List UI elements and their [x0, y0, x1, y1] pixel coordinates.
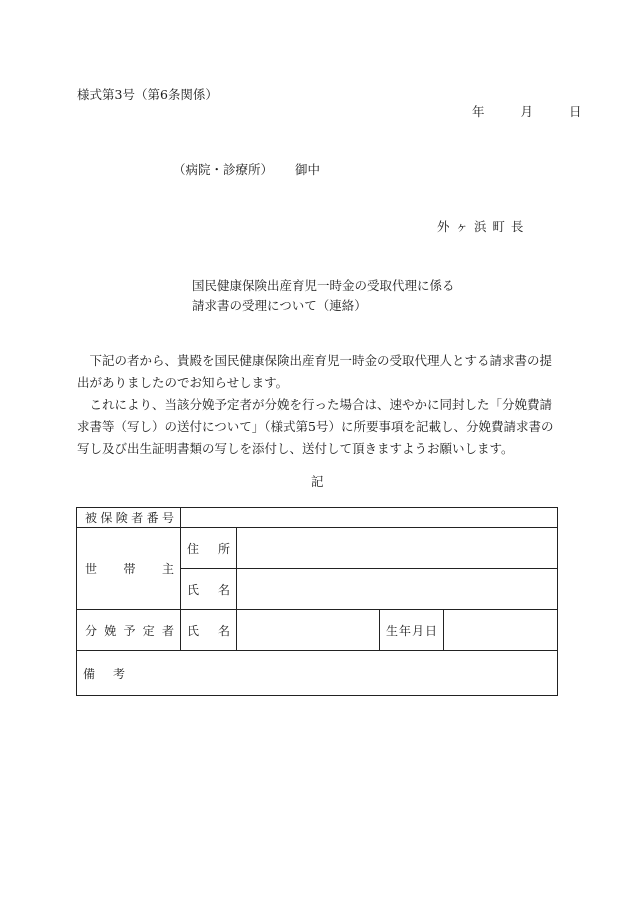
subject-line-1: 国民健康保険出産育児一時金の受取代理に係る — [192, 278, 455, 293]
subject-line-2: 請求書の受理について（連絡） — [192, 298, 367, 313]
label-birth-date: 生年月日 — [380, 610, 444, 651]
label-household-head: 世帯主 — [77, 528, 181, 610]
form-number: 様式第3号（第6条関係） — [77, 87, 218, 102]
label-name: 氏名 — [181, 569, 237, 610]
body-paragraph-2: これにより、当該分娩予定者が分娩を行った場合は、速やかに同封した「分娩費請求書等（写し）の送付について」（様式第5号）に所要事項を記載し、分娩費請求書の写し及び出生証明書類の写しを添付し、送付して頂きますようお願いします。 — [77, 397, 554, 456]
field-birth-date[interactable] — [444, 610, 558, 651]
row-household-address — [77, 528, 558, 569]
date-year: 年 — [472, 104, 485, 119]
label-remarks: 備考 — [83, 666, 125, 681]
sender: 外 ヶ 浜 町 長 — [437, 219, 525, 234]
field-remarks[interactable] — [77, 651, 558, 696]
body-paragraph-1: 下記の者から、貴殿を国民健康保険出産育児一時金の受取代理人とする請求書の提出がありましたのでお知らせします。 — [77, 353, 553, 390]
info-table — [76, 507, 558, 696]
label-address: 住所 — [181, 528, 237, 569]
label-insured-number: 被保険者番号 — [77, 508, 181, 528]
field-insured-number[interactable] — [181, 508, 558, 528]
date-month: 月 — [520, 104, 533, 119]
field-mother-name[interactable] — [237, 610, 380, 651]
label-expectant-mother: 分娩予定者 — [77, 610, 181, 651]
ki-heading: 記 — [311, 474, 324, 489]
addressee-suffix: 御中 — [294, 162, 320, 177]
date-line — [472, 102, 581, 120]
addressee — [173, 160, 320, 178]
row-insured-number — [77, 508, 558, 528]
row-remarks — [77, 651, 558, 696]
field-household-name[interactable] — [237, 569, 558, 610]
row-expectant-mother — [77, 610, 558, 651]
body-text — [77, 350, 557, 460]
label-name-2: 氏名 — [181, 610, 237, 651]
field-address[interactable] — [237, 528, 558, 569]
date-day: 日 — [568, 104, 582, 119]
addressee-name: （病院・診療所） — [173, 162, 274, 177]
